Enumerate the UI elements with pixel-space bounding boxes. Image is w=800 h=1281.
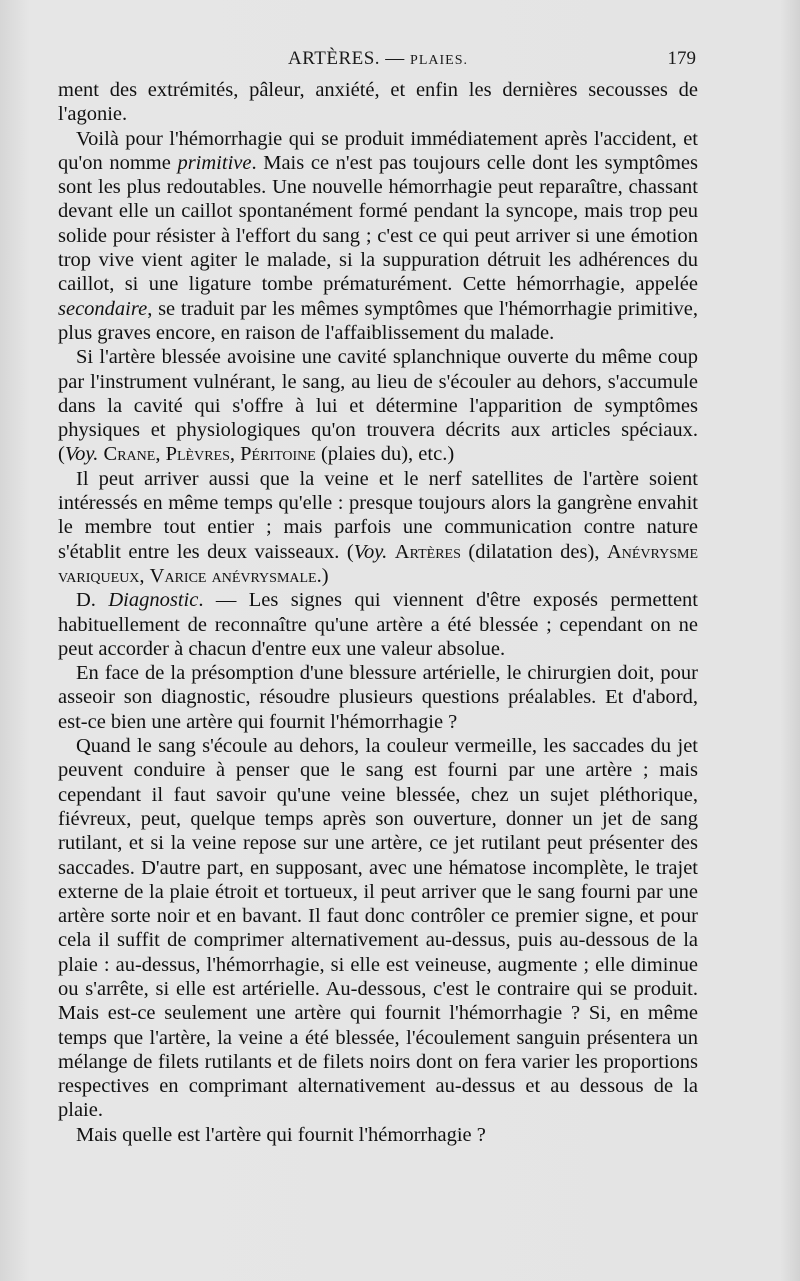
body-text bbox=[58, 78, 698, 1147]
italic-term: primitive bbox=[177, 151, 252, 174]
page-number: 179 bbox=[667, 48, 696, 69]
italic-term: secondaire bbox=[58, 297, 148, 320]
paragraph bbox=[58, 127, 698, 346]
text-run: , bbox=[155, 443, 166, 466]
text-run: Il peut arriver aussi que la veine et le nerf satellites de l'artère soient intéressés en même temps qu'elle : presque toujours alors la gangrène envahit le membre tout entier ; mais parfois une communication contre nature s'établit entre les deux vaisseaux. ( bbox=[58, 467, 698, 563]
paragraph bbox=[58, 345, 698, 466]
text-run: .) bbox=[316, 564, 329, 587]
cross-reference: Péritoine bbox=[240, 443, 316, 466]
text-run: D. bbox=[76, 589, 109, 612]
paragraph: Quand le sang s'écoule au dehors, la couleur vermeille, les saccades du jet peuvent conduire à penser que le sang est fourni par une artère ; mais cependant il faut savoir qu'une veine blessée, chez un sujet pléthorique, fiévreux, peut, quelque temps après son ouverture, donner un jet de sang rutilant, et si la veine repose sur une artère, ce jet rutilant peut présenter des saccades. D'autre part, en supposant, avec une hématose incomplète, le trajet externe de la plaie étroit et tortueux, il peut arriver que le sang fourni par une artère sorte noir et en bavant. Il faut donc contrôler ce premier signe, et pour cela il suffit de comprimer alternativement au-dessus, puis au-dessous de la plaie : au-dessus, l'hémorrhagie, si elle est veineuse, augmente ; elle diminue ou s'arrête, si elle est artérielle. Au-dessous, c'est le contraire qui se produit. Mais est-ce seulement une artère qui fournit l'hémorrhagie ? Si, en même temps que l'artère, la veine a été blessée, l'écoulement sanguin présentera un mélange de filets rutilants et de filets noirs dont on fera varier les proportions respectives en comprimant alternativement au-dessus et au dessous de la plaie. bbox=[58, 735, 698, 1122]
cross-reference: Plèvres bbox=[165, 443, 230, 466]
text-run: , bbox=[139, 564, 150, 587]
running-head-dash: — bbox=[380, 48, 411, 69]
text-run: , bbox=[229, 443, 241, 466]
running-head-main: ARTÈRES. bbox=[287, 48, 381, 69]
running-head-section: PLAIES. bbox=[410, 53, 468, 68]
page-header bbox=[58, 48, 698, 74]
italic-term: Voy. bbox=[353, 540, 388, 563]
text-run: , se traduit par les mêmes symptômes que l'hémorrhagie primitive, plus graves encore, en raison de l'affaiblissement du malade. bbox=[58, 297, 698, 344]
text-run: . Mais ce n'est pas toujours celle dont les symptômes sont les plus redoutables. Une nouvelle hémorrhagie peut reparaître, chassant devant elle un caillot spontanément formé pendant la syncope, mais trop peu solide pour résister à l'effort du sang ; c'est ce qui peut arriver si une émotion trop vive vient agiter le malade, si la suppuration détruit les adhérences du caillot, si une ligature tombe prématurément. Cette hémorrhagie, appelée bbox=[58, 151, 699, 296]
cross-reference: Crane bbox=[103, 443, 156, 466]
paragraph bbox=[58, 467, 698, 588]
text-run: Si l'artère blessée avoisine une cavité splanchnique ouverte du même coup par l'instrument vulnérant, le sang, au lieu de s'écouler au dehors, s'accumule dans la cavité qui s'offre à lui et détermine l'apparition de symptômes physiques et physiologiques qu'on trouvera décrits aux articles spéciaux. ( bbox=[58, 346, 698, 466]
text-run: (plaies du), etc.) bbox=[315, 443, 455, 466]
italic-term: Voy. bbox=[64, 443, 99, 466]
cross-reference: Varice anévrysmale bbox=[149, 564, 317, 587]
text-run: (dilatation des), bbox=[460, 540, 607, 563]
cross-reference: Artères bbox=[394, 540, 461, 563]
paragraph: En face de la présomption d'une blessure artérielle, le chirurgien doit, pour asseoir son diagnostic, résoudre plusieurs questions préalables. Et d'abord, est-ce bien une artère qui fournit l'hémorrhagie ? bbox=[58, 662, 698, 733]
paragraph: ment des extrémités, pâleur, anxiété, et enfin les dernières secousses de l'agonie. bbox=[58, 79, 698, 126]
text-run: Voilà pour l'hémorrhagie qui se produit immédiatement après l'accident, et qu'on nomme bbox=[58, 127, 698, 174]
text-run bbox=[387, 541, 395, 563]
paragraph: Mais quelle est l'artère qui fournit l'hémorrhagie ? bbox=[76, 1123, 486, 1146]
cross-reference: Anévrysme variqueux bbox=[58, 540, 698, 587]
text-run: . — Les signes qui viennent d'être exposés permettent habituellement de reconnaître qu'une artère a été blessée ; cependant on ne peut accorder à chacun d'entre eux une valeur absolue. bbox=[58, 589, 699, 660]
running-head bbox=[58, 48, 698, 70]
italic-term: Diagnostic bbox=[108, 589, 199, 612]
paragraph bbox=[58, 588, 698, 661]
